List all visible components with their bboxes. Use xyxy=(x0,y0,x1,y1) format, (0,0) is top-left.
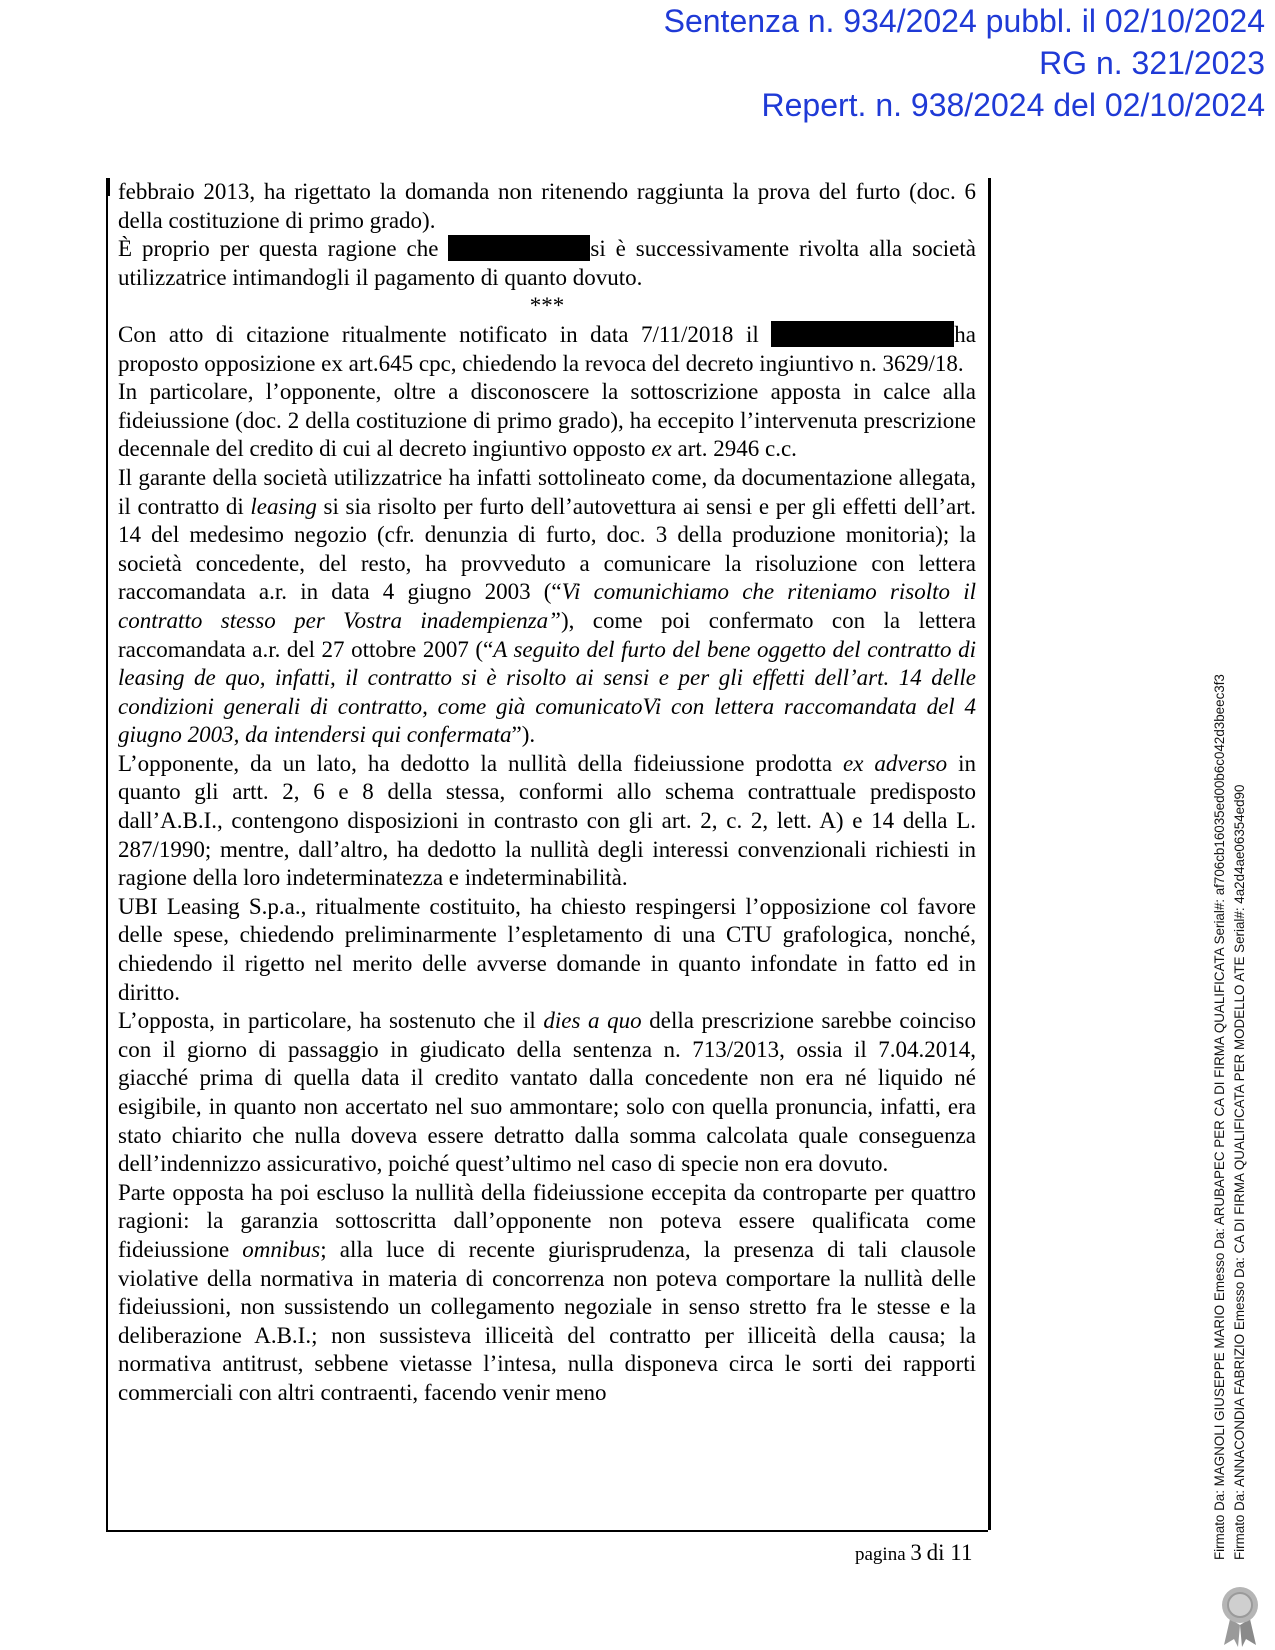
page-number: 3 xyxy=(910,1540,922,1565)
sentence-number: Sentenza n. 934/2024 pubbl. il 02/10/2024 xyxy=(663,3,1265,39)
paragraph: Parte opposta ha poi escluso la nullità della fideiussione eccepita da controparte per quattro ragioni: la garanzia sottoscritta dall’opponente non poteva essere qualificata come fideiussione omnibus; alla luce di recente giurisprudenza, la presenza di tali clausole violative della normativa in materia di concorrenza non poteva comportare la nullità delle fideiussioni, non sussistendo un collegamento negoziale in senso stretto fra le stesse e la deliberazione A.B.I.; non sussisteva illiceità del contratto per illiceità della causa; la normativa antitrust, sebbene vietasse l’intesa, nulla disponeva circa le sorti dei rapporti commerciali con altri contraenti, facendo venir meno xyxy=(118,1179,976,1405)
paragraph: L’opposta, in particolare, ha sostenuto che il dies a quo della prescrizione sarebbe coinciso con il giorno di passaggio in giudicato della sentenza n. 713/2013, ossia il 7.04.2014, giacché prima di quella data il credito vantato dalla concedente non era né liquido né esigibile, in quanto non accertato nel suo ammontare; solo con quella pronuncia, infatti, era stato chiarito che nulla doveva essere detratto dalla somma calcolata quale conseguenza dell’indennizzo assicurativo, poiché quest’ultimo nel caso di specie non era dovuto. xyxy=(118,1008,977,1177)
court-stamp xyxy=(664,0,1265,126)
digital-signature-notes xyxy=(1210,674,1250,1560)
signature-line: Firmato Da: ANNACONDIA FABRIZIO Emesso Da: CA DI FIRMA QUALIFICATA PER MODELLO ATE Serial#: 4a2d4ae06354ed90 xyxy=(1232,784,1247,1560)
paragraph: In particolare, l’opponente, oltre a disconoscere la sottoscrizione apposta in calce alla fideiussione (doc. 2 della costituzione di primo grado), ha eccepito l’intervenuta prescrizione decennale del credito di cui al decreto ingiuntivo opposto ex art. 2946 c.c. xyxy=(118,379,976,462)
redaction-box xyxy=(448,235,590,261)
redaction-box xyxy=(771,321,954,347)
paragraph: UBI Leasing S.p.a., ritualmente costituito, ha chiesto respingersi l’opposizione col favore delle spese, chiedendo preliminarmente l’espletamento di una CTU grafologica, nonché, chiedendo il rigetto nel merito delle avverse domande in quanto infondate in fatto ed in diritto. xyxy=(118,893,976,1005)
seal-icon xyxy=(1218,1585,1262,1647)
rg-number: RG n. 321/2023 xyxy=(1039,45,1265,81)
document-body xyxy=(118,178,976,1408)
signature-line: Firmato Da: MAGNOLI GIUSEPPE MARIO Emesso Da: ARUBAPEC PER CA DI FIRMA QUALIFICATA Serial#: af706cb16035ed00b6c042d3beec3f3 xyxy=(1212,674,1227,1560)
paragraph: È proprio per questa ragione che si è successivamente rivolta alla società utilizzatrice intimandogli il pagamento di quanto dovuto. xyxy=(118,236,976,290)
page-label: pagina xyxy=(855,1544,906,1565)
paragraph: L’opponente, da un lato, ha dedotto la nullità della fideiussione prodotta ex adverso in quanto gli artt. 2, 6 e 8 della stessa, conformi allo schema contrattuale predisposto dall’A.B.I., contengono disposizioni in contrasto con gli art. 2, c. 2, lett. A) e 14 della L. 287/1990; mentre, dall’altro, ha dedotto la nullità degli interessi convenzionali richiesti in ragione della loro indeterminatezza e indeterminabilità. xyxy=(118,750,976,891)
paragraph: febbraio 2013, ha rigettato la domanda non ritenendo raggiunta la prova del furto (doc. 6 della costituzione di primo grado). xyxy=(118,179,976,233)
paragraph: Il garante della società utilizzatrice ha infatti sottolineato come, da documentazione allegata, il contratto di leasing si sia risolto per furto dell’autovettura ai sensi e per gli effetti dell’art. 14 del medesimo negozio (cfr. denunzia di furto, doc. 3 della produzione monitoria); la società concedente, del resto, ha provveduto a comunicare la risoluzione con lettera raccomandata a.r. in data 4 giugno 2003 (“Vi comunichiamo che riteniamo risolto il contratto stesso per Vostra inadempienza”), come poi confermato con la lettera raccomandata a.r. del 27 ottobre 2007 (“A seguito del furto del bene oggetto del contratto di leasing de quo, infatti, il contratto si è risolto ai sensi e per gli effetti dell’art. 14 delle condizioni generali di contratto, come già comunicatoVi con lettera raccomandata del 4 giugno 2003, da intendersi qui confermata”). xyxy=(118,464,977,748)
section-separator: *** xyxy=(529,293,565,319)
paragraph: Con atto di citazione ritualmente notificato in data 7/11/2018 il ha proposto opposizione ex art.645 cpc, chiedendo la revoca del decreto ingiuntivo n. 3629/18. xyxy=(118,321,976,376)
repertory-number: Repert. n. 938/2024 del 02/10/2024 xyxy=(761,87,1265,123)
page-footer xyxy=(855,1540,972,1566)
page-total: di 11 xyxy=(926,1540,973,1565)
